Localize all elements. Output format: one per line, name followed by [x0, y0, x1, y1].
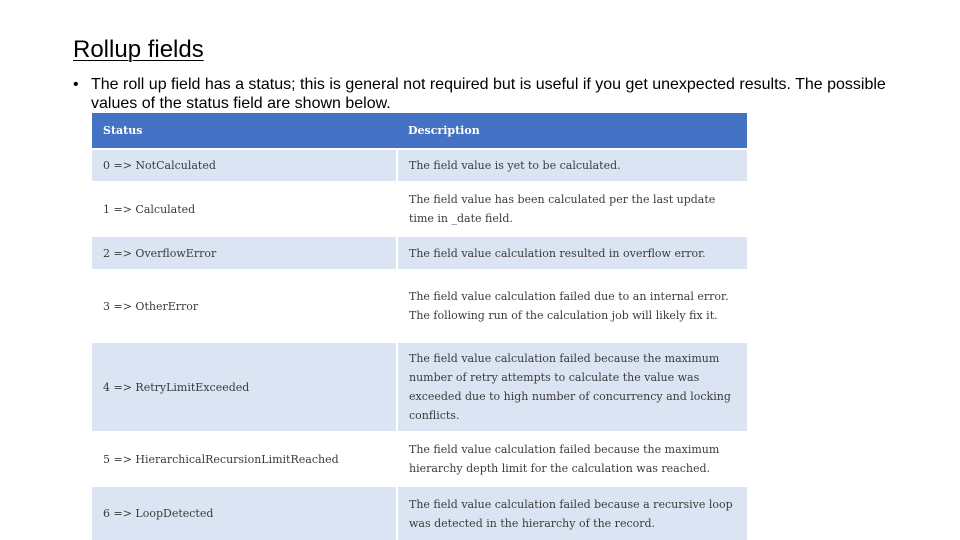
- status-cell: 0 => NotCalculated: [92, 149, 397, 182]
- table-row: [92, 432, 747, 486]
- description-cell: The field value calculation failed because the maximum number of retry attempts to calculate the value was exceeded due to high number of concurrency and locking conflicts.: [397, 342, 747, 432]
- description-cell: The field value calculation failed because a recursive loop was detected in the hierarchy of the record.: [397, 486, 747, 540]
- table-row: [92, 236, 747, 270]
- bullet-text: The roll up field has a status; this is general not required but is useful if you get unexpected results. The possible values of the status field are shown below.: [91, 76, 886, 112]
- table-row: [92, 182, 747, 236]
- status-table: [92, 113, 747, 540]
- description-column-header: Description: [397, 113, 747, 149]
- table-header-row: [92, 113, 747, 149]
- table-row: [92, 486, 747, 540]
- description-cell: The field value is yet to be calculated.: [397, 149, 747, 182]
- table-row: [92, 149, 747, 182]
- table-row: [92, 342, 747, 432]
- status-cell: 1 => Calculated: [92, 182, 397, 236]
- status-column-header: Status: [92, 113, 397, 149]
- status-cell: 3 => OtherError: [92, 270, 397, 342]
- description-cell: The field value calculation failed because the maximum hierarchy depth limit for the calculation was reached.: [397, 432, 747, 486]
- bullet-point: [73, 75, 903, 113]
- status-cell: 2 => OverflowError: [92, 236, 397, 270]
- bullet-marker: •: [73, 76, 79, 93]
- status-table-image: [92, 113, 747, 540]
- description-cell: The field value calculation resulted in overflow error.: [397, 236, 747, 270]
- slide-title: Rollup fields: [73, 36, 204, 63]
- status-cell: 6 => LoopDetected: [92, 486, 397, 540]
- status-cell: 4 => RetryLimitExceeded: [92, 342, 397, 432]
- table-row: [92, 270, 747, 342]
- description-cell: The field value calculation failed due to an internal error. The following run of the calculation job will likely fix it.: [397, 270, 747, 342]
- status-cell: 5 => HierarchicalRecursionLimitReached: [92, 432, 397, 486]
- description-cell: The field value has been calculated per the last update time in _date field.: [397, 182, 747, 236]
